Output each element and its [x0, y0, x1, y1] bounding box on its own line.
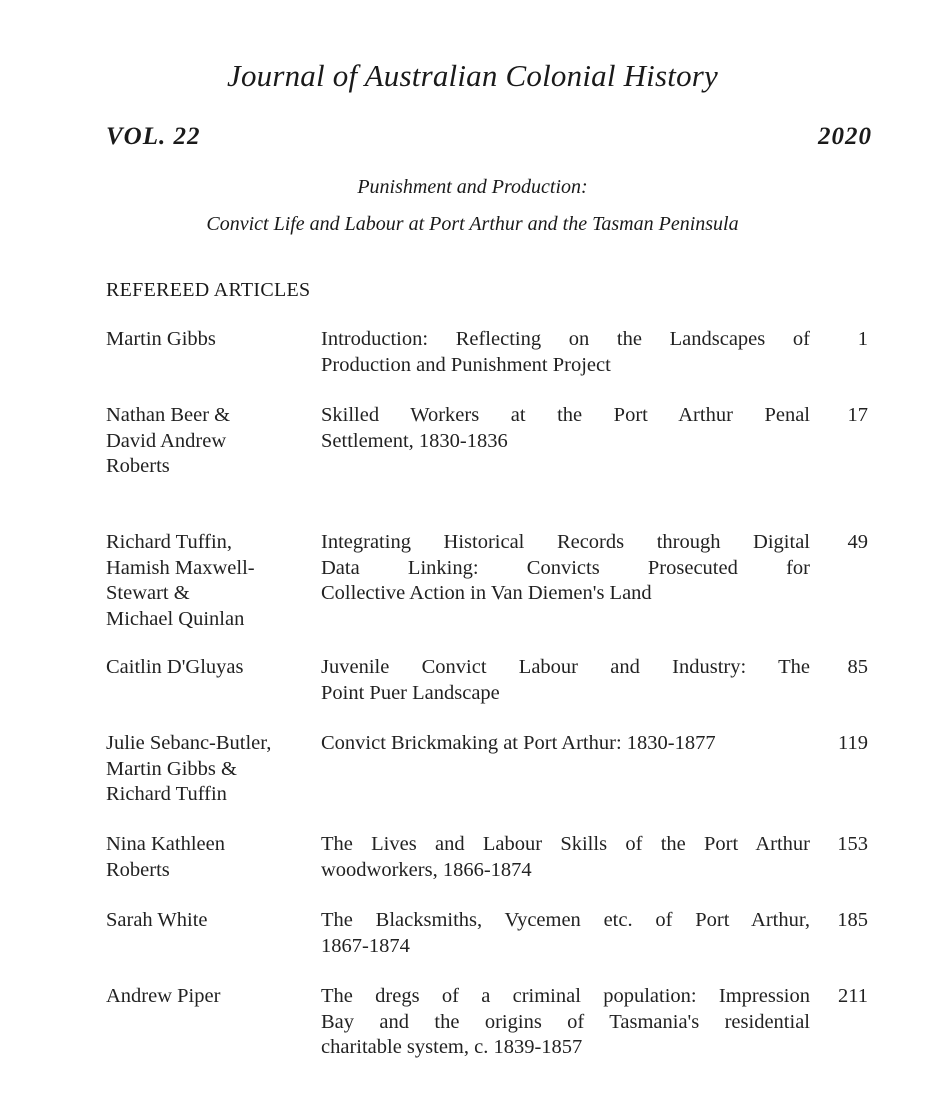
author-line: Hamish Maxwell-	[106, 556, 255, 579]
theme-subtitle: Convict Life and Labour at Port Arthur and the Tasman Peninsula	[206, 213, 739, 235]
title-line: Data Linking: Convicts Prosecuted for	[321, 556, 810, 579]
section-heading: REFEREED ARTICLES	[106, 279, 311, 301]
author-line: Caitlin D'Gluyas	[106, 656, 244, 678]
article-page-number: 211	[838, 985, 868, 1007]
author-line: Roberts	[106, 858, 170, 881]
title-line: Introduction: Reflecting on the Landscapes of	[321, 328, 810, 350]
article-title	[321, 731, 810, 757]
article-title	[321, 984, 810, 1061]
article-author	[106, 530, 311, 632]
author-line: Sarah White	[106, 909, 208, 931]
author-line: Stewart &	[106, 582, 190, 604]
article-page-number: 17	[847, 404, 868, 426]
article-author	[106, 655, 311, 681]
author-line: Nathan Beer &	[106, 404, 231, 426]
article-page-number: 185	[837, 909, 868, 931]
article-title	[321, 327, 810, 378]
title-line: 1867-1874	[321, 934, 410, 957]
year-label: 2020	[818, 123, 872, 150]
author-line: Julie Sebanc-Butler,	[106, 732, 272, 754]
author-line: David Andrew	[106, 429, 227, 452]
article-author	[106, 832, 311, 883]
article-page-number: 85	[847, 656, 868, 678]
article-title	[321, 908, 810, 959]
article-author	[106, 984, 311, 1010]
article-title	[321, 832, 810, 883]
article-page-number: 153	[837, 833, 868, 855]
author-line: Martin Gibbs &	[106, 757, 237, 780]
article-author	[106, 731, 311, 808]
article-author	[106, 403, 311, 480]
article-page-number: 1	[857, 328, 868, 350]
volume-label: VOL. 22	[106, 123, 201, 150]
title-line: Settlement, 1830-1836	[321, 429, 508, 452]
title-line: Skilled Workers at the Port Arthur Penal	[321, 404, 810, 426]
title-line: Convict Brickmaking at Port Arthur: 1830-1877	[321, 732, 716, 754]
author-line: Andrew Piper	[106, 985, 221, 1007]
title-line: The Blacksmiths, Vycemen etc. of Port Arthur,	[321, 909, 810, 931]
journal-title: Journal of Australian Colonial History	[226, 58, 718, 93]
title-line: The Lives and Labour Skills of the Port Arthur	[321, 833, 810, 855]
article-page-number: 119	[838, 732, 868, 754]
article-title	[321, 403, 810, 454]
article-page-number: 49	[847, 531, 868, 553]
title-line: The dregs of a criminal population: Impression	[321, 985, 810, 1007]
author-line: Roberts	[106, 455, 170, 477]
author-line: Martin Gibbs	[106, 328, 216, 350]
title-line: charitable system, c. 1839-1857	[321, 1036, 583, 1058]
title-line: Integrating Historical Records through Digital	[321, 531, 810, 553]
title-line: Collective Action in Van Diemen's Land	[321, 582, 652, 604]
author-line: Nina Kathleen	[106, 833, 225, 855]
title-line: woodworkers, 1866-1874	[321, 858, 532, 881]
title-line: Point Puer Landscape	[321, 681, 500, 704]
author-line: Richard Tuffin	[106, 783, 227, 805]
article-author	[106, 908, 311, 934]
article-title	[321, 655, 810, 706]
author-line: Michael Quinlan	[106, 607, 245, 630]
title-line: Bay and the origins of Tasmania's residential	[321, 1010, 810, 1033]
article-author	[106, 327, 311, 353]
article-title	[321, 530, 810, 607]
theme-title: Punishment and Production:	[357, 176, 588, 198]
title-line: Production and Punishment Project	[321, 353, 611, 376]
title-line: Juvenile Convict Labour and Industry: The	[321, 656, 810, 678]
author-line: Richard Tuffin,	[106, 531, 233, 553]
